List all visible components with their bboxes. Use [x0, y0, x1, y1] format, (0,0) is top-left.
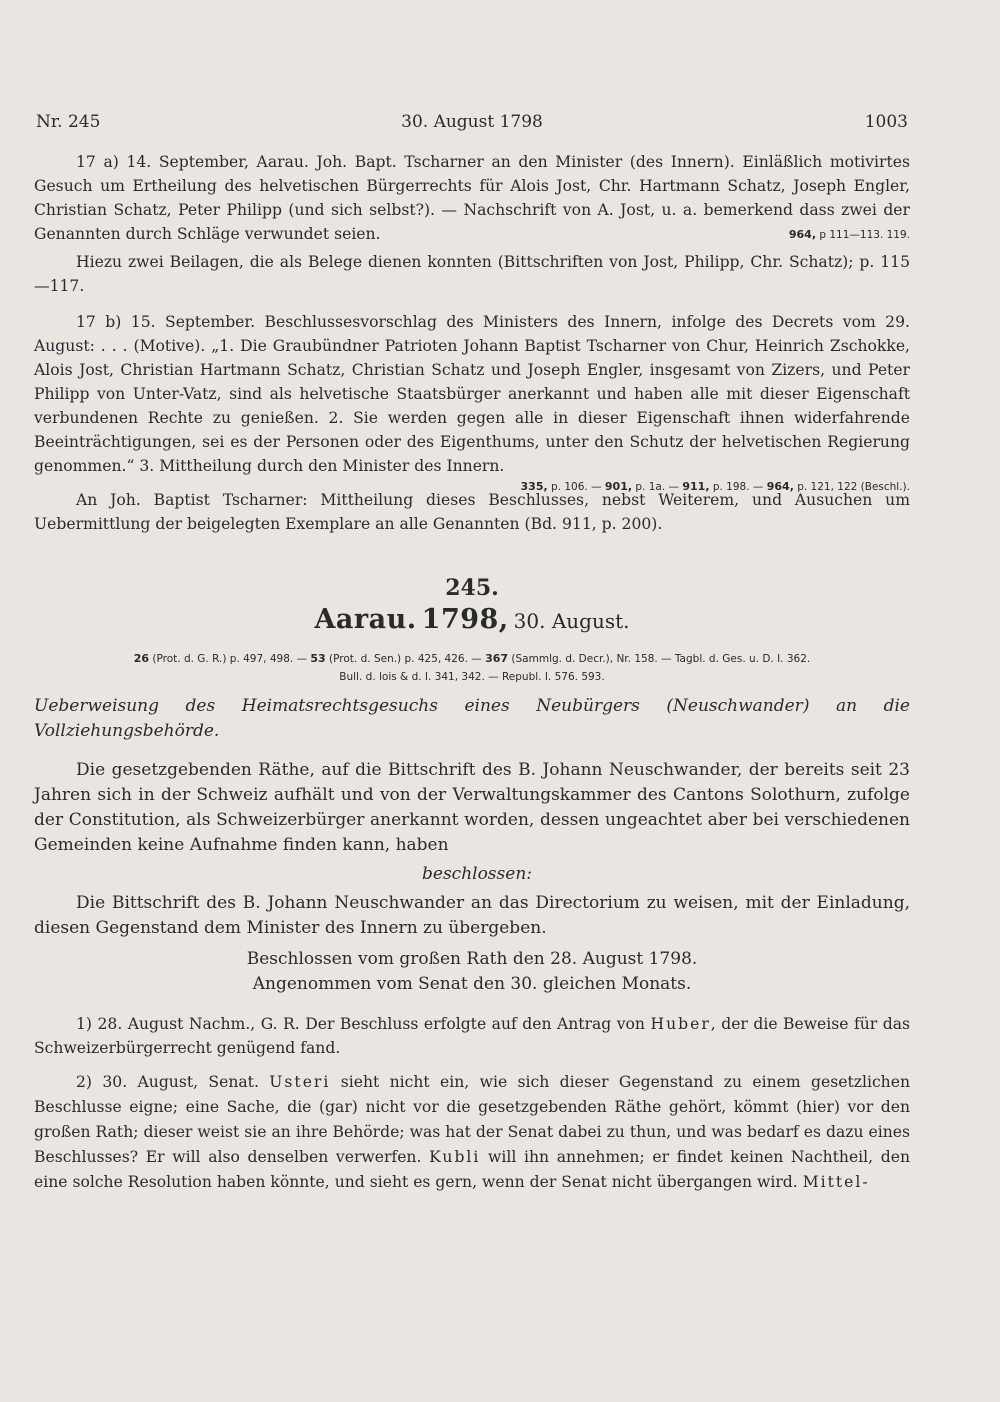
entry-year: 1798,: [421, 604, 509, 635]
note-17b-references: 335, p. 106. — 901, p. 1a. — 911, p. 198. — 964, p. 121, 122 (Beschl.).: [520, 480, 910, 493]
note-beilagen: [34, 250, 910, 298]
note-17b-text: 17 b) 15. September. Beschlussesvorschlag des Ministers des Innern, infolge des Decrets vom 29. August: . . . (Motive). „1. Die Graubündner Patrioten Johann Baptist Tscharner von Chur, Heinrich Zschokke, Alois Jost, Christian Hartmann Schatz, Christian Schatz und Joseph Engler, insgesamt von Zizers, und Peter Philipp von Unter-Vatz, sind als helvetische Staatsbürger anerkannt und haben alle mit dieser Eigenschaft verbundenen Rechte zu genießen. 2. Sie werden gegen alle in dieser Eigenschaft ihnen widerfahrende Beeinträchtigungen, sei es der Personen oder des Eigenthums, unter den Schutz der helvetischen Regierung genommen.“ 3. Mittheilung durch den Minister des Innern.: [34, 313, 910, 475]
note-17a: [34, 150, 910, 244]
speaker-kubli: Kubli: [429, 1148, 481, 1166]
speaker-usteri: Usteri: [269, 1073, 331, 1091]
entry-date: 30. August.: [513, 609, 630, 633]
header-page-number: 1003: [864, 112, 908, 132]
ref-bold: 964,: [788, 228, 817, 241]
ref-rest: p 111—113. 119.: [816, 229, 910, 241]
note-tscharner-text: An Joh. Baptist Tscharner: Mittheilung dieses Beschlusses, nebst Weiterem, und Ausuchen um Uebermittlung der beigelegten Exemplare an alle Genannten (Bd. 911, p. 200).: [34, 491, 910, 533]
entry-place-date: [34, 604, 910, 635]
header-entry-number: Nr. 245: [36, 112, 101, 132]
entry-place: Aarau.: [314, 604, 417, 635]
speaker-huber: Huber: [650, 1015, 711, 1033]
note-17a-text: 17 a) 14. September, Aarau. Joh. Bapt. Tscharner an den Minister (des Innern). Einläßlich motivirtes Gesuch um Ertheilung des helvetischen Bürgerrechts für Alois Jost, Chr. Hartmann Schatz, Joseph Engler, Christian Schatz, Peter Philipp (und sich selbst?). — Nachschrift von A. Jost, u. a. bemerkend dass zwei der Genannten durch Schläge verwundet seien.: [34, 153, 910, 243]
speaker-mittel: Mittel-: [802, 1173, 870, 1191]
body-closing-2: Angenommen vom Senat den 30. gleichen Monats.: [252, 974, 692, 994]
body-para-1: Die gesetzgebenden Räthe, auf die Bittschrift des B. Johann Neuschwander, der bereits seit 23 Jahren sich in der Schweiz aufhält und von der Verwaltungskammer des Cantons Solothurn, zufolge der Constitution, als Schweizerbürger anerkannt worden, dessen ungeachtet aber bei verschiedenen Gemeinden keine Aufnahme finden kann, haben: [34, 760, 910, 855]
footnote-1: 1) 28. August Nachm., G. R. Der Beschluss erfolgte auf den Antrag von Huber, der die Beweise für das Schweizerbürgerrecht genügend fand.: [34, 1015, 911, 1057]
entry-heading: [34, 574, 910, 635]
title-text: Ueberweisung des Heimatsrechtsgesuchs eines Neubürgers (Neuschwander) an die Vollziehungsbehörde.: [34, 696, 910, 741]
document-title: [34, 694, 910, 744]
note-17b: [34, 310, 910, 496]
entry-number: 245.: [445, 575, 499, 601]
body-closing-1: Beschlossen vom großen Rath den 28. August 1798.: [246, 949, 698, 969]
header-date: 30. August 1798: [401, 112, 543, 132]
body-resolved: beschlossen:: [422, 864, 532, 884]
footnote-2: 2) 30. August, Senat. Usteri sieht nicht ein, wie sich dieser Gegenstand zu einem gesetzlichen Beschlusse eigne; eine Sache, die (gar) nicht vor die gesetzgebenden Räthe gehört, kömmt (hier) vor den großen Rath; dieser weist sie an ihre Behörde; was hat der Senat dabei zu thun, und was bedarf es dazu eines Beschlusses? Er will also denselben verwerfen. Kubli will ihn annehmen; er findet keinen Nachtheil, den eine solche Resolution haben könnte, und sieht es gern, wenn der Senat nicht übergangen wird. Mittel-: [34, 1073, 911, 1191]
document-body: [34, 758, 910, 997]
sources-line-1: 26 (Prot. d. G. R.) p. 497, 498. — 53 (Prot. d. Sen.) p. 425, 426. — 367 (Sammlg. d. Decr.), Nr. 158. — Tagbl. d. Ges. u. D. I. 362.: [133, 652, 811, 665]
sources-line-2: Bull. d. lois & d. I. 341, 342. — Republ. I. 576. 593.: [339, 671, 605, 683]
note-beilagen-text: Hiezu zwei Beilagen, die als Belege dienen konnten (Bittschriften von Jost, Philipp, Chr. Schatz); p. 115—117.: [34, 253, 910, 295]
sources: [34, 650, 910, 686]
page-header: [36, 112, 908, 132]
note-tscharner: [34, 488, 910, 536]
body-para-2: Die Bittschrift des B. Johann Neuschwander an das Directorium zu weisen, mit der Einladung, diesen Gegenstand dem Minister des Innern zu übergeben.: [34, 893, 910, 938]
